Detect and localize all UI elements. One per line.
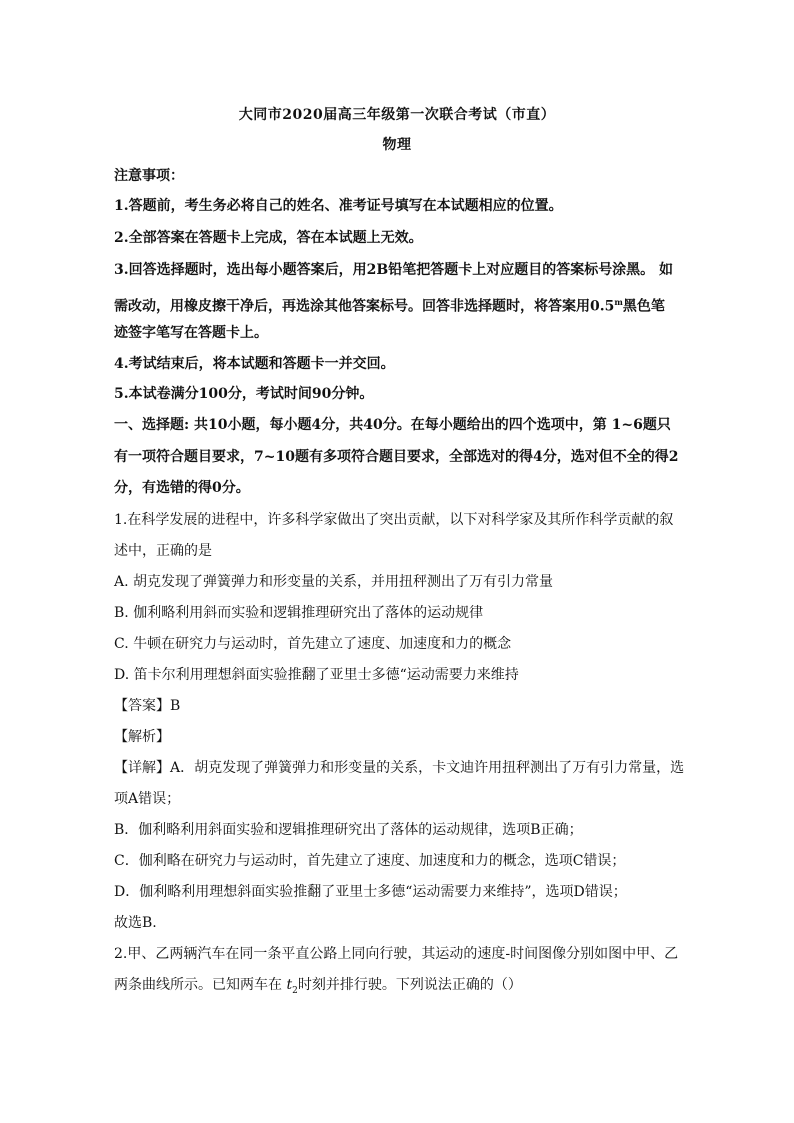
q1-detail-1: 【详解】A．胡克发现了弹簧弹力和形变量的关系，卡文迪许用扭秤测出了万有引力常量，选 xyxy=(114,760,685,776)
q1-option-c: C. 牛顿在研究力与运动时，首先建立了速度、加速度和力的概念 xyxy=(114,636,512,652)
q1-detail-6: 故选B. xyxy=(114,915,157,931)
q1-option-a: A. 胡克发现了弹簧弹力和形变量的关系，并用扭秤测出了万有引力常量 xyxy=(114,574,554,590)
q2-stem-2-pre: 两条曲线所示。已知两车在 xyxy=(114,977,287,993)
time-symbol: t xyxy=(286,977,293,993)
notice-item-1: 1.答题前，考生务必将自己的姓名、准考证号填写在本试题相应的位置。 xyxy=(114,198,563,214)
section1-line-2: 有一项符合题目要求，7~10题有多项符合题目要求，全部选对的得4分，选对但不全的得2 xyxy=(114,449,679,465)
time-subscript: 2 xyxy=(292,985,298,996)
exam-title: 大同市2020届高三年级第一次联合考试（市直） xyxy=(238,107,556,123)
q1-stem-2: 述中，正确的是 xyxy=(114,543,212,559)
notice-heading: 注意事项： xyxy=(114,168,184,184)
unit-superscript: m xyxy=(614,297,623,307)
q1-answer: 【答案】B xyxy=(114,698,181,714)
q1-detail-2: 项A错误； xyxy=(114,791,181,807)
q2-stem-2 xyxy=(114,975,694,1001)
section1-line-1: 一、选择题: 共10小题，每小题4分，共40分。在每小题给出的四个选项中，第 1~6题只 xyxy=(114,417,671,433)
q1-detail-4: C．伽利略在研究力与运动时，首先建立了速度、加速度和力的概念，选项C错误； xyxy=(114,853,626,869)
notice-item-3: 3.回答选择题时，选出每小题答案后，用2B铅笔把答题卡上对应题目的答案标号涂黑。 如 xyxy=(114,262,674,278)
notice-item-3-end: 迹签字笔写在答题卡上。 xyxy=(114,325,268,341)
notice-item-2: 2.全部答案在答题卡上完成，答在本试题上无效。 xyxy=(114,230,423,246)
notice-item-5: 5.本试卷满分100分，考试时间90分钟。 xyxy=(114,386,374,402)
q1-detail-5: D．伽利略利用理想斜面实验推翻了亚里士多德“运动需要力来维持”，选项D错误； xyxy=(114,884,627,900)
q2-stem-1: 2.甲、乙两辆汽车在同一条平直公路上同向行驶，其运动的速度-时间图像分别如图中甲、乙 xyxy=(114,946,679,962)
notice-item-3-cont-tail: 黑色笔 xyxy=(622,298,665,315)
q1-stem-1: 1.在科学发展的进程中，许多科学家做出了突出贡献，以下对科学家及其所作科学贡献的叙 xyxy=(114,512,674,528)
q2-stem-2-post: 时刻并排行驶。下列说法正确的（） xyxy=(297,977,522,993)
q1-analysis-label: 【解析】 xyxy=(114,729,170,745)
q1-option-d: D. 笛卡尔利用理想斜面实验推翻了亚里士多德“运动需要力来维持 xyxy=(114,667,519,683)
notice-item-4: 4.考试结束后，将本试题和答题卡一并交回。 xyxy=(114,356,395,372)
q1-option-b: B. 伽利略利用斜而实验和逻辑推理研究出了落体的运动规律 xyxy=(114,605,484,621)
notice-item-3-cont-text: 需改动，用橡皮擦干净后，再选涂其他答案标号。回答非选择题时，将答案用0.5 xyxy=(114,298,615,315)
q1-detail-3: B．伽利略利用斜面实验和逻辑推理研究出了落体的运动规律，选项B正确； xyxy=(114,822,583,838)
subject-title: 物理 xyxy=(382,137,412,153)
notice-item-3-cont xyxy=(114,292,694,317)
section1-line-3: 分，有选错的得0分。 xyxy=(114,480,250,496)
